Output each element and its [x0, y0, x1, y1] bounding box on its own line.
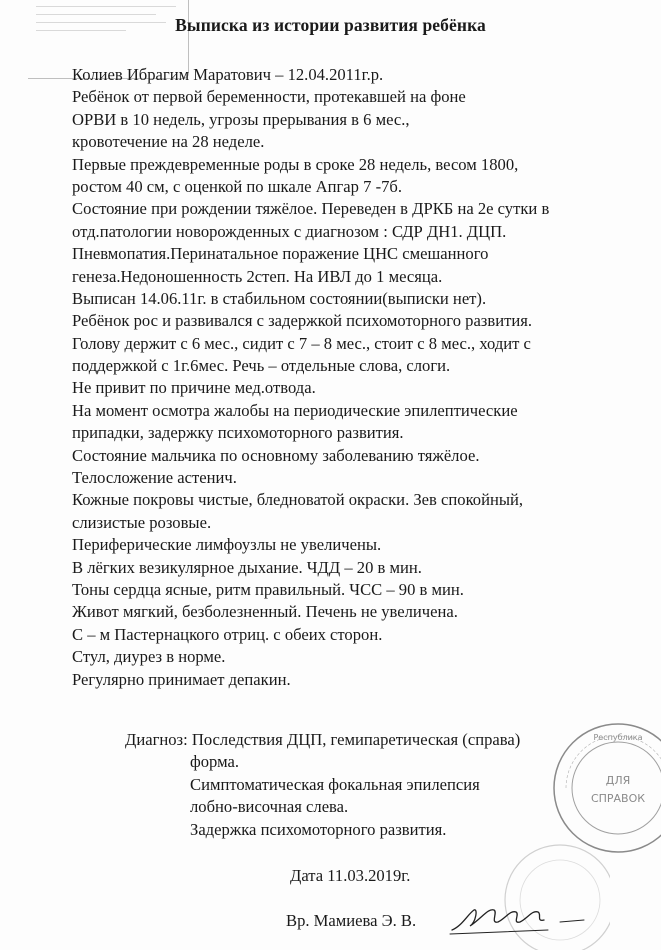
diagnosis-line: Симптоматическая фокальная эпилепсия: [190, 774, 480, 794]
body-line: Живот мягкий, безболезненный. Печень не увеличена.: [72, 602, 458, 622]
body-line: Состояние при рождении тяжёлое. Переведен в ДРКБ на 2е сутки в: [72, 199, 550, 219]
body-line: Регулярно принимает депакин.: [72, 669, 291, 689]
document-date: Дата 11.03.2019г.: [290, 866, 411, 885]
body-line: Выписан 14.06.11г. в стабильном состоянии(выписки нет).: [72, 288, 487, 308]
diagnosis-block: [125, 729, 520, 841]
body-line: поддержкой с 1г.6мес. Речь – отдельные слова, слоги.: [72, 356, 451, 376]
body-line: Периферические лимфоузлы не увеличены.: [72, 535, 382, 555]
body-line: ОРВИ в 10 недель, угрозы прерывания в 6 мес.,: [72, 109, 410, 129]
body-line: кровотечение на 28 неделе.: [72, 132, 265, 152]
diagnosis-line: Диагноз: Последствия ДЦП, гемипаретическая (справа): [125, 730, 521, 749]
signature: [448, 896, 588, 940]
stamp-text-dlya: ДЛЯ: [605, 774, 631, 787]
diagnosis-line: форма.: [190, 752, 239, 772]
body-line: слизистые розовые.: [72, 512, 212, 532]
body-line: Телосложение астенич.: [72, 468, 237, 488]
diagnosis-line: лобно-височная слева.: [190, 797, 349, 817]
document-title: Выписка из истории развития ребёнка: [175, 15, 486, 35]
body-line: отд.патологии новорожденных с диагнозом : СДР ДН1. ДЦП.: [72, 221, 507, 241]
body-line: припадки, задержку психомоторного развития.: [72, 423, 404, 443]
body-line: В лёгких везикулярное дыхание. ЧДД – 20 в мин.: [72, 557, 422, 577]
body-line: Стул, диурез в норме.: [72, 647, 226, 667]
stamp-text-spravok: СПРАВОК: [590, 792, 646, 805]
body-line: Ребёнок от первой беременности, протекавшей на фоне: [72, 87, 466, 107]
body-line: Пневмопатия.Перинатальное поражение ЦНС смешанного: [72, 244, 489, 264]
body-line: Голову держит с 6 мес., сидит с 7 – 8 мес., стоит с 8 мес., ходит с: [72, 333, 531, 353]
stamp-text-top: Республика: [593, 733, 643, 742]
document-body: [72, 64, 652, 691]
body-line: генеза.Недоношенность 2степ. На ИВЛ до 1 месяца.: [72, 266, 443, 286]
diagnosis-line: Задержка психомоторного развития.: [190, 819, 447, 839]
doctor-name: Вр. Мамиева Э. В.: [286, 911, 417, 930]
body-line: Не привит по причине мед.отвода.: [72, 378, 316, 398]
body-line: Первые преждевременные роды в сроке 28 недель, весом 1800,: [72, 154, 519, 174]
body-line: ростом 40 см, с оценкой по шкале Апгар 7 -7б.: [72, 176, 402, 196]
body-line: Кожные покровы чистые, бледноватой окраски. Зев спокойный,: [72, 490, 524, 510]
body-line: Состояние мальчика по основному заболеванию тяжёлое.: [72, 445, 480, 465]
body-line: Колиев Ибрагим Маратович – 12.04.2011г.р.: [72, 65, 384, 84]
body-line: Ребёнок рос и развивался с задержкой психомоторного развития.: [72, 311, 532, 331]
body-line: На момент осмотра жалобы на периодические эпилептические: [72, 400, 518, 420]
body-line: Тоны сердца ясные, ритм правильный. ЧСС – 90 в мин.: [72, 579, 464, 599]
body-line: С – м Пастернацкого отриц. с обеих сторон.: [72, 624, 383, 644]
